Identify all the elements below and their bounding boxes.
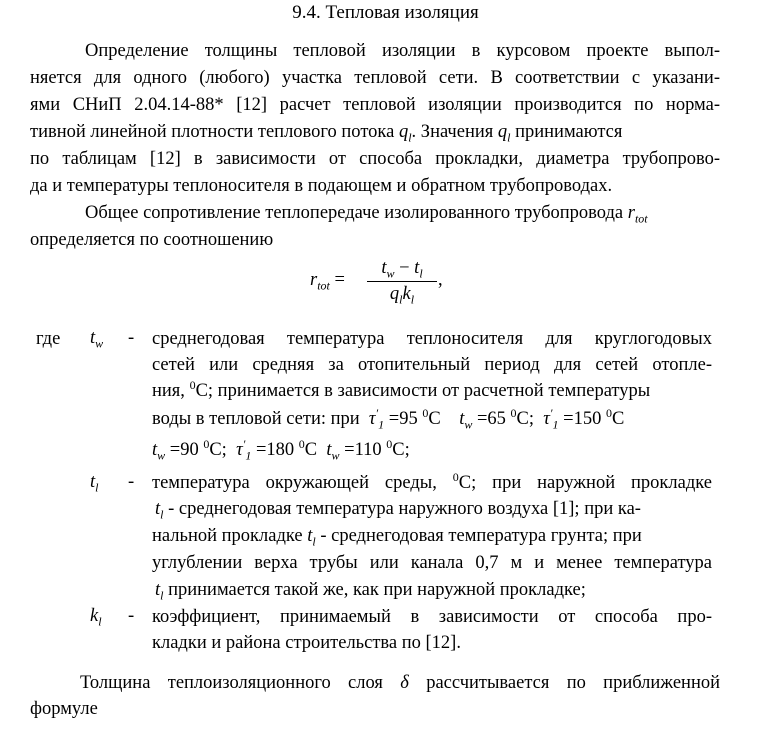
paragraph-1-line-5: по таблицам [12] в зависимости от способа прокладки, диаметра трубопрово- [30,149,720,169]
paragraph-1-line-6: да и температуры теплоносителя в подающем и обратном трубопроводах. [30,176,613,196]
term-kl: $k_l$ [90,606,102,629]
term-tw: $t_w$ [90,328,104,351]
term-kl-dash: - [128,606,135,626]
var-delta: δ [400,673,409,693]
def-tw-line-2: сетей или средняя за отопительный период для сетей отопле- [152,355,712,375]
def-tl-line-5: $t_l$ принимается такой же, как при наружной прокладке; [155,580,586,603]
formula-numerator: $t_w - t_l$ [381,258,423,281]
def-tl-line-3: нальной прокладке $t_l$ - среднегодовая температура грунта; при [152,526,642,549]
paragraph-1-line-4-text-b: . Значения [411,122,494,142]
def-tw-line-3: ния, $^0$C; принимается в зависимости от расчетной температуры [152,377,651,401]
paragraph-1-line-4-text-c: принимаются [515,122,623,142]
def-tw-line-1: среднегодовая температура теплоносителя для круглогодовых [152,329,712,349]
paragraph-1-line-2: няется для одного (любого) участка тепловой сети. В соответствии с указани- [30,68,720,88]
def-tl-line-2: $t_l$ - среднегодовая температура наружного воздуха [1]; при ка- [155,499,641,522]
paragraph-1-line-4 [30,121,720,143]
formula-rtot [310,258,490,308]
def-tl-line-1: температура окружающей среды, $^0$C; при наружной прокладке [152,469,713,493]
term-tl-dash: - [128,472,135,492]
fraction-bar [367,281,437,282]
def-kl-line-1: коэффициент, принимаемый в зависимости от способа про- [152,607,712,627]
paragraph-3-line-1: Толщина теплоизоляционного слоя δ рассчитывается по приближенной [80,673,721,693]
term-tl: $t_l$ [90,472,99,495]
formula-denominator: $q_lk_l$ [389,284,415,307]
paragraph-3-line-2: формуле [30,699,98,719]
paragraph-1-line-4-text-a: тивной линейной плотности теплового потока [30,122,395,142]
var-ql: $q_l$ [497,122,511,145]
paragraph-1-line-3: ями СНиП 2.04.14-88* [12] расчет тепловой изоляции производится по норма- [30,95,720,115]
term-tw-dash: - [128,328,135,348]
formula-lhs: $r_{tot}$ = [310,270,345,293]
where-label: где [36,329,61,349]
var-rtot: $r_{tot}$ [627,203,648,226]
def-kl-line-2: кладки и района строительства по [12]. [152,633,461,653]
def-tw-line-4: воды в тепловой сети: при $\tau'_1 =95$ $^0$C $t_w =65$ $^0$C; $\tau'_1 =150$ $^0$C [152,405,625,432]
paragraph-2-line-1: Общее сопротивление теплопередаче изолированного трубопровода $r_{tot}$ [85,203,648,226]
var-ql: $q_l$ [398,122,412,145]
section-title: 9.4. Тепловая изоляция [292,2,479,23]
paragraph-2-line-2: определяется по соотношению [30,230,274,250]
def-tl-line-4: углублении верха трубы или канала 0,7 м и менее температура [152,553,712,573]
formula-trailing-comma: , [438,270,443,290]
def-tw-line-5: $t_w =90$ $^0$C; $\tau'_1 =180$ $^0$C $t_w =110$ $^0$C; [152,436,410,463]
paragraph-1-line-1: Определение толщины тепловой изоляции в курсовом проекте выпол- [85,41,720,61]
